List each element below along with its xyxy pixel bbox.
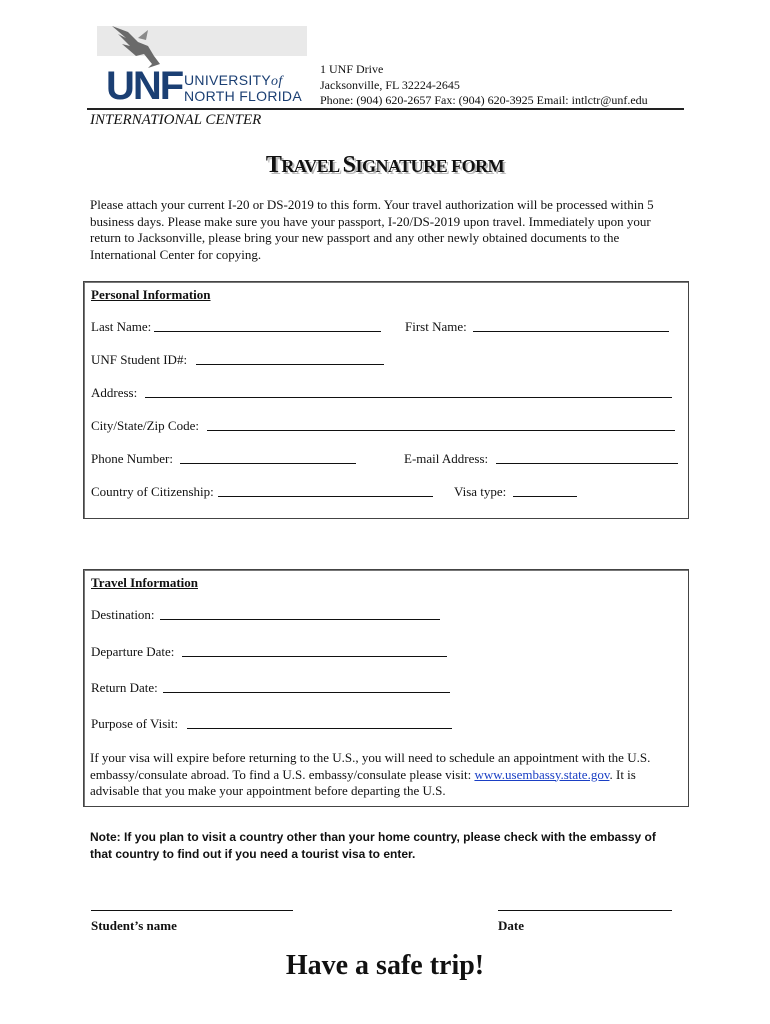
purpose-of-visit-field[interactable] [187,728,452,729]
first-name-field[interactable] [473,331,669,332]
address-label: Address: [91,385,138,400]
student-id-field[interactable] [196,364,384,365]
phone-number-label: Phone Number: [91,451,173,466]
last-name-field[interactable] [154,331,381,332]
visa-type-label: Visa type: [454,484,507,499]
address-line-1: 1 UNF Drive [320,62,384,76]
student-name-signature-line[interactable] [91,910,293,911]
department-name: INTERNATIONAL CENTER [90,112,262,128]
destination-field[interactable] [160,619,440,620]
usembassy-link[interactable]: www.usembassy.state.gov [474,766,610,782]
last-name-label: Last Name: [91,319,152,334]
destination-label: Destination: [91,607,155,622]
tourist-visa-note: Note: If you plan to visit a country other than your home country, please check with the embassy of that country to find out if you need a tourist visa to enter. [90,830,656,861]
address-line-2: Jacksonville, FL 32224-2645 [320,78,460,92]
return-date-field[interactable] [163,692,450,693]
form-title: TRAVEL SIGNATURE FORM [265,152,505,178]
form-instructions: Please attach your current I-20 or DS-2019 to this form. Your travel authorization will be processed within 5 business days. Please make sure you have your passport, I-20/DS-2019 upon travel. Immediately upon your return to Jacksonville, please bring your new passport and any other newly obtained documents to the International Center for copying. [90,197,654,262]
logo-university-text: UNIVERSITYof [184,72,283,89]
date-signature-line[interactable] [498,910,672,911]
logo-unf-wordmark: UNF [106,64,183,108]
personal-information-title: Personal Information [91,287,211,302]
city-state-zip-field[interactable] [207,430,675,431]
first-name-label: First Name: [405,319,467,334]
travel-information-title: Travel Information [91,575,198,590]
citizenship-field[interactable] [218,496,433,497]
student-name-label: Student’s name [91,918,177,933]
citizenship-label: Country of Citizenship: [91,484,214,499]
city-state-zip-label: City/State/Zip Code: [91,418,199,433]
logo-north-florida-text: NORTH FLORIDA [184,88,302,104]
closing-message: Have a safe trip! [285,950,485,981]
return-date-label: Return Date: [91,680,158,695]
address-field[interactable] [145,397,672,398]
date-label: Date [498,918,524,933]
email-address-field[interactable] [496,463,678,464]
phone-number-field[interactable] [180,463,356,464]
departure-date-label: Departure Date: [91,644,175,659]
purpose-of-visit-label: Purpose of Visit: [91,716,179,731]
visa-type-field[interactable] [513,496,577,497]
visa-expiration-note: If your visa will expire before returning to the U.S., you will need to schedule an appointment with the U.S. embassy/consulate abroad. To find a U.S. embassy/consulate please visit: www.usembassy.state.gov. It is advisable that you make your appointment before departing the U.S. [90,750,651,798]
departure-date-field[interactable] [182,656,447,657]
student-id-label: UNF Student ID#: [91,352,188,367]
header-divider [87,108,684,110]
contact-line: Phone: (904) 620-2657 Fax: (904) 620-3925 Email: intlctr@unf.edu [320,93,648,107]
email-address-label: E-mail Address: [404,451,489,466]
